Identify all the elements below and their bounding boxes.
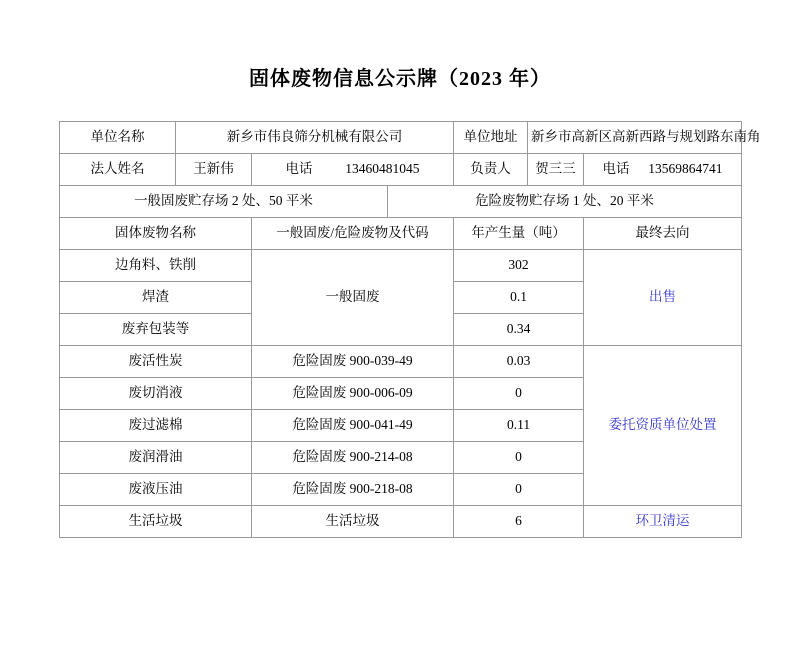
table-row (60, 506, 742, 538)
legal-person-value: 王新伟 (176, 154, 252, 186)
waste-type-code-cell: 危险固废 900-039-49 (252, 346, 454, 378)
manager-value: 贺三三 (528, 154, 584, 186)
waste-amount-cell: 0.1 (454, 282, 584, 314)
document-page (0, 62, 800, 662)
waste-amount-cell: 0.03 (454, 346, 584, 378)
legal-phone-label: 电话 (285, 161, 313, 177)
table-row (60, 250, 742, 282)
waste-type-code-cell: 生活垃圾 (252, 506, 454, 538)
info-table-wrapper (59, 121, 761, 538)
header-annual-output: 年产生量（吨） (454, 218, 584, 250)
unit-name-value: 新乡市伟良筛分机械有限公司 (176, 122, 454, 154)
waste-amount-cell: 6 (454, 506, 584, 538)
waste-name-cell: 焊渣 (60, 282, 252, 314)
unit-address-value: 新乡市高新区高新西路与规划路东南角 (528, 122, 742, 154)
waste-type-code-cell: 危险固废 900-214-08 (252, 442, 454, 474)
waste-name-cell: 生活垃圾 (60, 506, 252, 538)
waste-name-cell: 废切消液 (60, 378, 252, 410)
waste-type-code-cell: 危险固废 900-218-08 (252, 474, 454, 506)
waste-name-cell: 废润滑油 (60, 442, 252, 474)
waste-name-cell: 废液压油 (60, 474, 252, 506)
waste-name-cell: 废弃包装等 (60, 314, 252, 346)
unit-name-label: 单位名称 (60, 122, 176, 154)
table-row (60, 122, 742, 154)
table-row (60, 346, 742, 378)
waste-amount-cell: 0.11 (454, 410, 584, 442)
manager-label: 负责人 (454, 154, 528, 186)
unit-address-label: 单位地址 (454, 122, 528, 154)
waste-amount-cell: 0 (454, 474, 584, 506)
header-final-destination: 最终去向 (584, 218, 742, 250)
hazard-storage-value: 危险废物贮存场 1 处、20 平米 (388, 186, 742, 218)
waste-name-cell: 废过滤棉 (60, 410, 252, 442)
legal-phone-value: 13460481045 (345, 161, 420, 177)
solid-waste-info-table (59, 121, 761, 538)
waste-destination-cell: 委托资质单位处置 (584, 346, 742, 506)
table-row (60, 186, 742, 218)
waste-type-code-cell: 危险固废 900-006-09 (252, 378, 454, 410)
waste-amount-cell: 302 (454, 250, 584, 282)
table-header-row (60, 218, 742, 250)
general-storage-value: 一般固废贮存场 2 处、50 平米 (60, 186, 388, 218)
waste-destination-cell: 出售 (584, 250, 742, 346)
table-row (60, 154, 742, 186)
manager-phone-cell (584, 154, 742, 186)
header-waste-type-code: 一般固废/危险废物及代码 (252, 218, 454, 250)
waste-amount-cell: 0 (454, 378, 584, 410)
legal-phone-cell (252, 154, 454, 186)
page-title: 固体废物信息公示牌（2023 年） (249, 68, 551, 90)
waste-type-code-cell: 危险固废 900-041-49 (252, 410, 454, 442)
header-waste-name: 固体废物名称 (60, 218, 252, 250)
waste-amount-cell: 0 (454, 442, 584, 474)
waste-amount-cell: 0.34 (454, 314, 584, 346)
manager-phone-value: 13569864741 (648, 161, 723, 177)
legal-person-label: 法人姓名 (60, 154, 176, 186)
waste-type-code-cell: 一般固废 (252, 250, 454, 346)
waste-destination-cell: 环卫清运 (584, 506, 742, 538)
manager-phone-label: 电话 (602, 161, 630, 177)
waste-name-cell: 边角料、铁削 (60, 250, 252, 282)
waste-name-cell: 废活性炭 (60, 346, 252, 378)
